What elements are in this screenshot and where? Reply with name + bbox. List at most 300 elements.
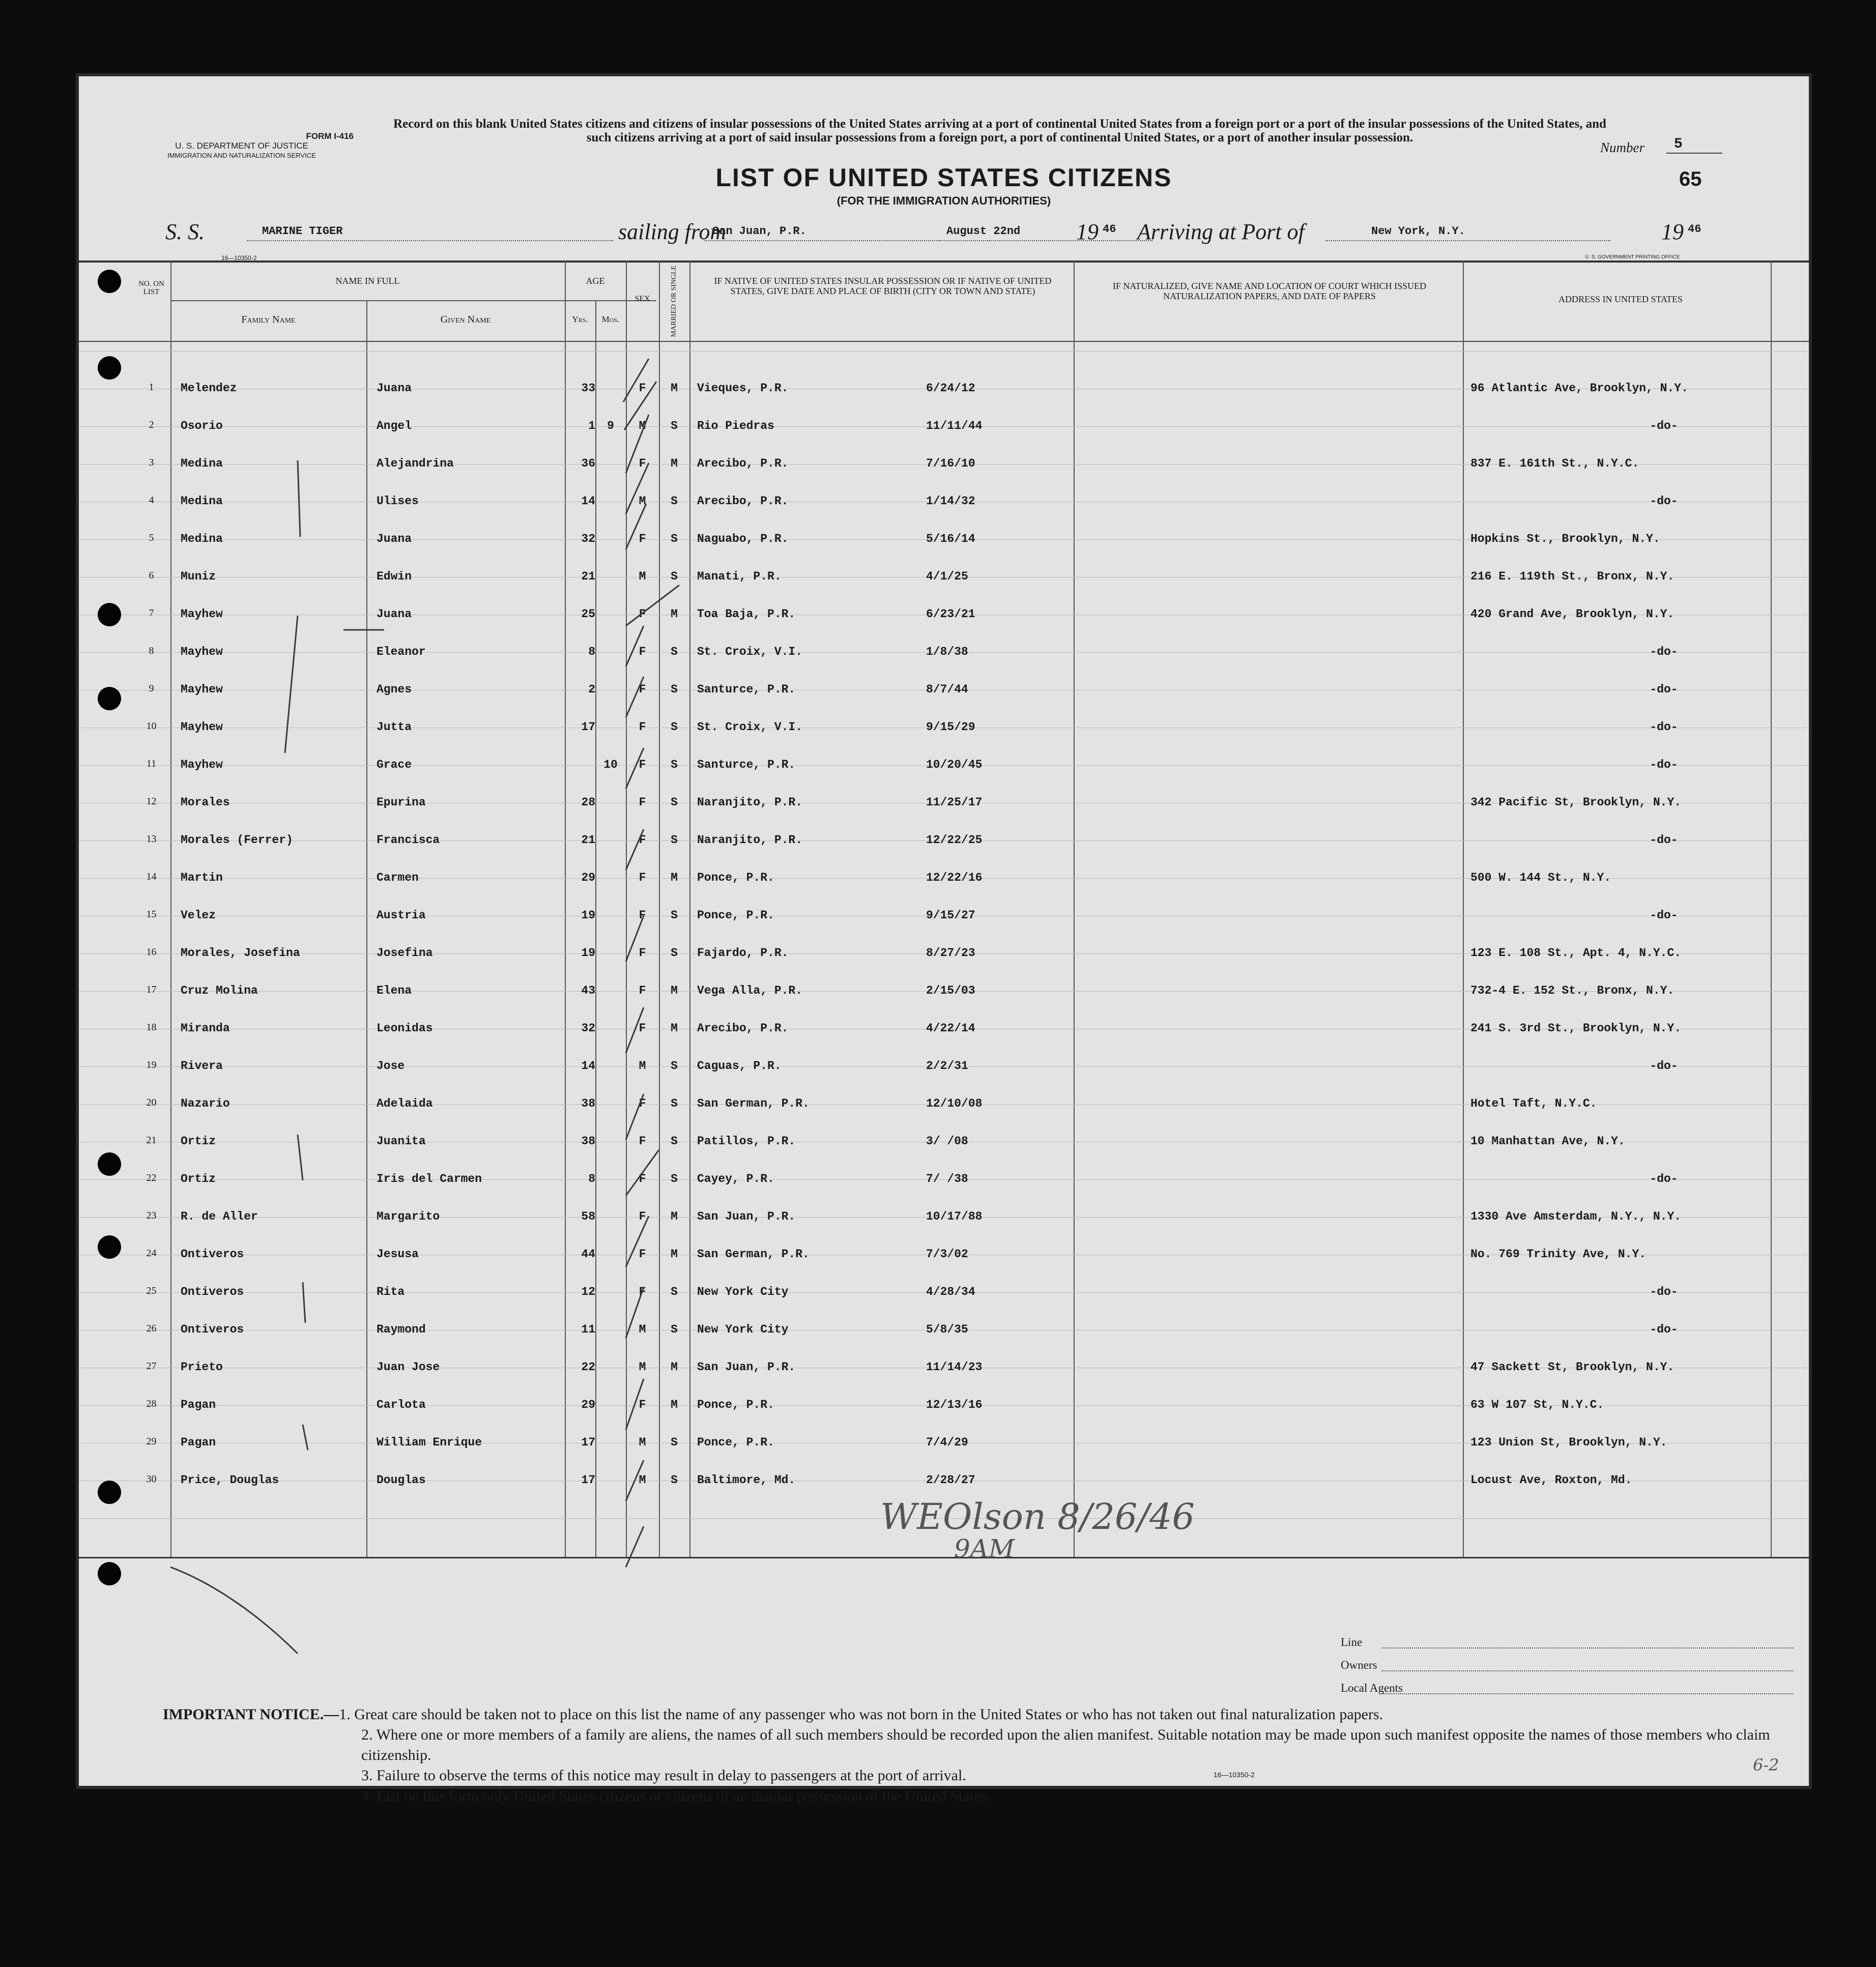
cell-birth-date: 11/14/23 [926, 1361, 983, 1374]
cell-sex: F [639, 871, 646, 884]
cell-family-name: Morales [181, 796, 230, 809]
punch-hole [98, 603, 121, 626]
cell-birth-place: San German, P.R. [697, 1248, 810, 1261]
cell-sex: F [639, 1022, 646, 1035]
owners-field [1381, 1670, 1794, 1671]
cell-birth-date: 8/27/23 [926, 946, 975, 960]
cell-birth-date: 4/1/25 [926, 570, 968, 583]
cell-birth-date: 12/22/16 [926, 871, 983, 884]
cell-family-name: Ontiveros [181, 1248, 244, 1261]
notice-item-1: IMPORTANT NOTICE.—1. Great care should be taken not to place on this list the name of any passenger who was not born in the United States or who has not taken out final naturalization papers. [163, 1706, 1383, 1723]
arriving-label: Arriving at Port of [1137, 219, 1305, 244]
cell-family-name: Pagan [181, 1436, 216, 1449]
cell-no: 3 [149, 457, 154, 468]
cell-given-name: Adelaida [377, 1097, 433, 1110]
cell-no: 5 [149, 532, 154, 543]
cell-sex: F [639, 382, 646, 395]
cell-no: 9 [149, 683, 154, 694]
punch-hole [98, 1562, 121, 1585]
cell-age-years: 38 [581, 1097, 595, 1110]
cell-birth-date: 2/28/27 [926, 1473, 975, 1487]
year-prefix: 19 [1076, 219, 1099, 244]
cell-address: -do- [1650, 1172, 1678, 1185]
cell-birth-place: Ponce, P.R. [697, 1398, 774, 1411]
cell-sex: F [639, 833, 646, 847]
cell-given-name: Jutta [377, 720, 412, 734]
col-address: ADDRESS IN UNITED STATES [1558, 294, 1683, 304]
col-married-single: MARRIED OR SINGLE [670, 265, 678, 337]
cell-family-name: Rivera [181, 1059, 223, 1073]
cell-address: 837 E. 161th St., N.Y.C. [1470, 457, 1639, 470]
cell-marital: M [671, 1398, 678, 1411]
cell-no: 21 [146, 1135, 157, 1146]
cell-birth-date: 11/11/44 [926, 419, 983, 432]
cell-age-years: 17 [581, 1473, 595, 1487]
cell-given-name: Alejandrina [377, 457, 454, 470]
cell-family-name: Melendez [181, 382, 237, 395]
cell-no: 12 [146, 796, 157, 807]
col-family-name: Family Name [241, 314, 296, 325]
line-label: Line [1341, 1636, 1363, 1648]
cell-marital: M [671, 1361, 678, 1374]
cell-marital: S [671, 909, 678, 922]
cell-given-name: Grace [377, 758, 412, 771]
punch-hole [98, 1481, 121, 1504]
cell-birth-date: 7/16/10 [926, 457, 975, 470]
cell-family-name: Osorio [181, 419, 223, 432]
cell-address: -do- [1650, 833, 1678, 847]
page-number: 65 [1679, 168, 1702, 190]
cell-sex: F [639, 946, 646, 960]
number-label: Number [1600, 140, 1644, 155]
cell-birth-place: San Juan, P.R. [697, 1361, 796, 1374]
cell-sex: F [639, 1398, 646, 1411]
cell-no: 23 [146, 1210, 157, 1221]
cell-age-years: 21 [581, 833, 595, 847]
cell-address: 732-4 E. 152 St., Bronx, N.Y. [1470, 984, 1675, 997]
agents-field [1381, 1693, 1794, 1694]
cell-age-years: 17 [581, 1436, 595, 1449]
cell-given-name: Leonidas [377, 1022, 433, 1035]
punch-hole [98, 356, 121, 380]
bottom-form-code: 16—10350-2 [1214, 1771, 1255, 1779]
cell-sex: F [639, 796, 646, 809]
cell-given-name: Juana [377, 382, 412, 395]
cell-address: -do- [1650, 720, 1678, 734]
cell-birth-place: Baltimore, Md. [697, 1473, 796, 1487]
ss-label: S. S. [165, 219, 205, 244]
origin-port: San Juan, P.R. [712, 225, 806, 238]
cell-address: -do- [1650, 683, 1678, 696]
cell-no: 20 [146, 1097, 157, 1108]
cell-birth-date: 6/23/21 [926, 608, 975, 621]
cell-birth-place: San German, P.R. [697, 1097, 810, 1110]
cell-address: Hotel Taft, N.Y.C. [1470, 1097, 1597, 1110]
cell-birth-place: Ponce, P.R. [697, 871, 774, 884]
cell-marital: M [671, 382, 678, 395]
cell-address: 420 Grand Ave, Brooklyn, N.Y. [1470, 608, 1675, 621]
cell-given-name: Agnes [377, 683, 412, 696]
cell-birth-place: Santurce, P.R. [697, 683, 796, 696]
cell-no: 30 [146, 1473, 157, 1485]
cell-sex: M [639, 1323, 646, 1336]
cell-age-years: 2 [588, 683, 595, 696]
cell-address: -do- [1650, 1323, 1678, 1336]
cell-sex: M [639, 1361, 646, 1374]
cell-family-name: Price, Douglas [181, 1473, 279, 1487]
cell-age-years: 32 [581, 532, 595, 545]
agency-line-1: U. S. DEPARTMENT OF JUSTICE [175, 141, 308, 151]
cell-no: 26 [146, 1323, 157, 1334]
cell-given-name: Margarito [377, 1210, 440, 1223]
cell-birth-date: 10/17/88 [926, 1210, 983, 1223]
cell-birth-place: Naranjito, P.R. [697, 833, 803, 847]
cell-birth-date: 3/ /08 [926, 1135, 968, 1148]
cell-birth-place: Naguabo, P.R. [697, 532, 789, 545]
document-title: LIST OF UNITED STATES CITIZENS [715, 163, 1172, 192]
cell-no: 4 [149, 495, 154, 506]
cell-given-name: Carlota [377, 1398, 426, 1411]
cell-family-name: Pagan [181, 1398, 216, 1411]
cell-family-name: Ontiveros [181, 1285, 244, 1298]
cell-birth-place: Arecibo, P.R. [697, 457, 789, 470]
cell-marital: S [671, 532, 678, 545]
arrival-port: New York, N.Y. [1371, 225, 1465, 238]
form-number: FORM I-416 [306, 131, 354, 141]
cell-age-years: 43 [581, 984, 595, 997]
cell-family-name: Medina [181, 532, 223, 545]
cell-birth-date: 9/15/29 [926, 720, 975, 734]
cell-address: 63 W 107 St, N.Y.C. [1470, 1398, 1604, 1411]
cell-no: 17 [146, 984, 157, 995]
col-sex: SEX [634, 295, 650, 303]
cell-sex: M [639, 1436, 646, 1449]
cell-age-months: 9 [607, 419, 614, 432]
col-no: NO. ON LIST [138, 280, 164, 296]
cell-birth-date: 12/13/16 [926, 1398, 983, 1411]
cell-sex: F [639, 1135, 646, 1148]
cell-marital: S [671, 570, 678, 583]
cell-marital: M [671, 1248, 678, 1261]
cell-age-years: 8 [588, 645, 595, 658]
cell-marital: S [671, 796, 678, 809]
cell-marital: M [671, 871, 678, 884]
cell-birth-place: Vieques, P.R. [697, 382, 789, 395]
cell-birth-date: 1/14/32 [926, 495, 975, 508]
cell-address: -do- [1650, 419, 1678, 432]
cell-given-name: Austria [377, 909, 426, 922]
col-naturalized: IF NATURALIZED, GIVE NAME AND LOCATION OF COURT WHICH ISSUED NATURALIZATION PAPERS, AND DATE OF PAPERS [1112, 281, 1427, 301]
cell-given-name: Elena [377, 984, 412, 997]
cell-family-name: Mayhew [181, 720, 223, 734]
cell-address: No. 769 Trinity Ave, N.Y. [1470, 1248, 1647, 1261]
cell-age-years: 25 [581, 608, 595, 621]
cell-no: 28 [146, 1398, 157, 1409]
cell-address: 123 E. 108 St., Apt. 4, N.Y.C. [1470, 946, 1682, 960]
cell-age-years: 28 [581, 796, 595, 809]
cell-age-months: 10 [603, 758, 618, 771]
cell-birth-place: Arecibo, P.R. [697, 1022, 789, 1035]
cell-birth-place: St. Croix, V.I. [697, 645, 803, 658]
cell-given-name: Douglas [377, 1473, 426, 1487]
cell-marital: S [671, 1436, 678, 1449]
cell-given-name: William Enrique [377, 1436, 482, 1449]
cell-marital: S [671, 1473, 678, 1487]
line-field [1381, 1647, 1794, 1648]
cell-family-name: Medina [181, 457, 223, 470]
cell-given-name: Juan Jose [377, 1361, 440, 1374]
cell-birth-date: 7/4/29 [926, 1436, 968, 1449]
cell-family-name: Ortiz [181, 1135, 216, 1148]
cell-no: 25 [146, 1285, 157, 1296]
punch-hole [98, 1152, 121, 1176]
cell-birth-place: New York City [697, 1285, 789, 1298]
cell-family-name: Mayhew [181, 608, 223, 621]
cell-sex: M [639, 570, 646, 583]
cell-family-name: R. de Aller [181, 1210, 258, 1223]
notice-item-4: 4. List on this form only United States citizens or citizens of an insular possession of the United States. [361, 1787, 991, 1804]
cell-age-years: 58 [581, 1210, 595, 1223]
cell-marital: M [671, 984, 678, 997]
cell-given-name: Jesusa [377, 1248, 419, 1261]
cell-address: 216 E. 119th St., Bronx, N.Y. [1470, 570, 1675, 583]
cell-given-name: Rita [377, 1285, 405, 1298]
cell-address: -do- [1650, 758, 1678, 771]
cell-marital: S [671, 833, 678, 847]
cell-sex: F [639, 1210, 646, 1223]
cell-sex: M [639, 1059, 646, 1073]
cell-age-years: 14 [581, 495, 595, 508]
cell-marital: S [671, 419, 678, 432]
cell-birth-place: Santurce, P.R. [697, 758, 796, 771]
cell-birth-date: 7/ /38 [926, 1172, 968, 1185]
cell-birth-date: 4/28/34 [926, 1285, 975, 1298]
cell-marital: S [671, 758, 678, 771]
ship-name: MARINE TIGER [262, 225, 343, 238]
cell-birth-date: 5/16/14 [926, 532, 975, 545]
cell-age-years: 36 [581, 457, 595, 470]
cell-address: 1330 Ave Amsterdam, N.Y., N.Y. [1470, 1210, 1682, 1223]
punch-hole [98, 270, 121, 293]
cell-sex: F [639, 608, 646, 621]
cell-given-name: Ulises [377, 495, 419, 508]
cell-sex: M [639, 1473, 646, 1487]
cell-no: 6 [149, 570, 154, 581]
cell-birth-place: Fajardo, P.R. [697, 946, 789, 960]
col-given-name: Given Name [440, 314, 491, 325]
cell-family-name: Mayhew [181, 683, 223, 696]
cell-family-name: Mayhew [181, 758, 223, 771]
cell-age-years: 19 [581, 946, 595, 960]
agency-line-2: IMMIGRATION AND NATURALIZATION SERVICE [167, 152, 316, 159]
cell-no: 19 [146, 1059, 157, 1071]
important-notice [163, 1704, 1781, 1806]
cell-sex: F [639, 909, 646, 922]
col-age: AGE [586, 276, 605, 286]
cell-age-years: 33 [581, 382, 595, 395]
cell-age-years: 38 [581, 1135, 595, 1148]
cell-sex: F [639, 457, 646, 470]
cell-age-years: 19 [581, 909, 595, 922]
cell-marital: S [671, 946, 678, 960]
document-subtitle: (FOR THE IMMIGRATION AUTHORITIES) [836, 194, 1051, 207]
cell-address: Locust Ave, Roxton, Md. [1470, 1473, 1632, 1487]
number-value: 5 [1674, 136, 1683, 152]
inspector-signature: WEOlson 8/26/46 [880, 1496, 1195, 1538]
cell-birth-place: Cayey, P.R. [697, 1172, 774, 1185]
cell-given-name: Eleanor [377, 645, 426, 658]
owners-label: Owners [1341, 1659, 1377, 1671]
cell-marital: M [671, 457, 678, 470]
cell-no: 14 [146, 871, 157, 882]
cell-address: -do- [1650, 1285, 1678, 1298]
cell-birth-date: 12/10/08 [926, 1097, 983, 1110]
cell-birth-date: 5/8/35 [926, 1323, 968, 1336]
cell-birth-place: San Juan, P.R. [697, 1210, 796, 1223]
sailing-date: August 22nd [946, 225, 1021, 238]
cell-address: 47 Sackett St, Brooklyn, N.Y. [1470, 1361, 1675, 1374]
col-yrs: Yrs. [572, 314, 588, 324]
cell-birth-place: St. Croix, V.I. [697, 720, 803, 734]
cell-address: Hopkins St., Brooklyn, N.Y. [1470, 532, 1660, 545]
cell-age-years: 44 [581, 1248, 595, 1261]
cell-no: 1 [149, 382, 154, 393]
notice-item-3: 3. Failure to observe the terms of this notice may result in delay to passengers at the port of arrival. [361, 1767, 966, 1784]
cell-age-years: 32 [581, 1022, 595, 1035]
cell-age-years: 21 [581, 570, 595, 583]
cell-birth-place: Patillos, P.R. [697, 1135, 796, 1148]
cell-age-years: 29 [581, 1398, 595, 1411]
cell-no: 10 [146, 720, 157, 732]
sailing-label: sailing from [618, 219, 727, 244]
cell-given-name: Edwin [377, 570, 412, 583]
cell-address: 342 Pacific St, Brooklyn, N.Y. [1470, 796, 1682, 809]
cell-sex: F [639, 532, 646, 545]
cell-age-years: 12 [581, 1285, 595, 1298]
cell-sex: F [639, 1097, 646, 1110]
form-code: 16—10350-2 [221, 254, 257, 262]
cell-family-name: Velez [181, 909, 216, 922]
cell-birth-place: Naranjito, P.R. [697, 796, 803, 809]
cell-given-name: Raymond [377, 1323, 426, 1336]
cell-no: 8 [149, 645, 154, 656]
cell-address: -do- [1650, 909, 1678, 922]
cell-birth-date: 8/7/44 [926, 683, 968, 696]
cell-marital: S [671, 645, 678, 658]
cell-age-years: 29 [581, 871, 595, 884]
punch-hole [98, 687, 121, 710]
agents-label: Local Agents [1341, 1682, 1403, 1694]
cell-birth-date: 1/8/38 [926, 645, 968, 658]
cell-marital: M [671, 608, 678, 621]
cell-birth-place: Vega Alla, P.R. [697, 984, 803, 997]
cell-marital: S [671, 495, 678, 508]
cell-birth-place: Caguas, P.R. [697, 1059, 782, 1073]
cell-birth-date: 12/22/25 [926, 833, 983, 847]
cell-given-name: Carmen [377, 871, 419, 884]
cell-age-years: 8 [588, 1172, 595, 1185]
cell-birth-place: Ponce, P.R. [697, 909, 774, 922]
cell-no: 2 [149, 419, 154, 430]
cell-given-name: Juanita [377, 1135, 426, 1148]
cell-marital: M [671, 1022, 678, 1035]
cell-birth-date: 10/20/45 [926, 758, 983, 771]
cell-address: 96 Atlantic Ave, Brooklyn, N.Y. [1470, 382, 1688, 395]
cell-marital: S [671, 1285, 678, 1298]
cell-marital: S [671, 1323, 678, 1336]
cell-no: 29 [146, 1436, 157, 1447]
cell-given-name: Juana [377, 532, 412, 545]
cell-birth-place: Ponce, P.R. [697, 1436, 774, 1449]
cell-given-name: Iris del Carmen [377, 1172, 482, 1185]
cell-given-name: Juana [377, 608, 412, 621]
corner-mark: 6-2 [1753, 1755, 1779, 1775]
cell-sex: F [639, 645, 646, 658]
cell-marital: S [671, 1172, 678, 1185]
inspection-time: 9AM [954, 1534, 1015, 1564]
cell-birth-place: Rio Piedras [697, 419, 774, 432]
cell-no: 13 [146, 833, 157, 845]
intro-text: Record on this blank United States citizens and citizens of insular possessions of the United States arriving at a port of continental United States from a foreign port or a port of the insular possessions of the United States, and such citizens arriving at a port of said insular possessions from a foreign port, a port of continental United States, or a port of another insular possession. [393, 117, 1606, 144]
cell-given-name: Epurina [377, 796, 426, 809]
cell-family-name: Mayhew [181, 645, 223, 658]
col-name-in-full: NAME IN FULL [335, 276, 400, 286]
cell-family-name: Nazario [181, 1097, 230, 1110]
notice-item-2: 2. Where one or more members of a family are aliens, the names of all such members should be recorded upon the alien manifest. Suitable notation may be made upon such manifest opposite the names of those members who claim citizenship. [361, 1726, 1770, 1763]
cell-family-name: Ortiz [181, 1172, 216, 1185]
cell-sex: F [639, 758, 646, 771]
col-birth: IF NATIVE OF UNITED STATES INSULAR POSSESSION OR IF NATIVE OF UNITED STATES, GIVE DATE AND PLACE OF BIRTH (CITY OR TOWN AND STATE) [714, 276, 1052, 296]
cell-address: -do- [1650, 645, 1678, 658]
cell-birth-place: New York City [697, 1323, 789, 1336]
cell-marital: S [671, 683, 678, 696]
cell-birth-date: 11/25/17 [926, 796, 983, 809]
cell-no: 24 [146, 1248, 157, 1259]
cell-birth-date: 7/3/02 [926, 1248, 968, 1261]
cell-marital: S [671, 1097, 678, 1110]
cell-sex: F [639, 1248, 646, 1261]
cell-sex: M [639, 419, 646, 432]
cell-marital: S [671, 720, 678, 734]
cell-address: 241 S. 3rd St., Brooklyn, N.Y. [1470, 1022, 1682, 1035]
cell-birth-date: 6/24/12 [926, 382, 975, 395]
cell-age-years: 1 [588, 419, 595, 432]
cell-age-years: 14 [581, 1059, 595, 1073]
arrival-year-suffix: 46 [1688, 223, 1701, 236]
cell-address: -do- [1650, 1059, 1678, 1073]
cell-given-name: Josefina [377, 946, 433, 960]
cell-marital: S [671, 1059, 678, 1073]
cell-age-years: 11 [581, 1323, 595, 1336]
cell-birth-date: 2/2/31 [926, 1059, 968, 1073]
cell-address: 123 Union St, Brooklyn, N.Y. [1470, 1436, 1667, 1449]
cell-family-name: Medina [181, 495, 223, 508]
cell-family-name: Ontiveros [181, 1323, 244, 1336]
cell-family-name: Miranda [181, 1022, 230, 1035]
manifest-sheet [79, 76, 1809, 1804]
cell-no: 27 [146, 1361, 157, 1372]
cell-sex: F [639, 683, 646, 696]
cell-family-name: Prieto [181, 1361, 223, 1374]
cell-birth-date: 9/15/27 [926, 909, 975, 922]
cell-address: 10 Manhattan Ave, N.Y. [1470, 1135, 1625, 1148]
cell-no: 16 [146, 946, 157, 958]
col-mos: Mos. [601, 314, 620, 324]
cell-birth-date: 4/22/14 [926, 1022, 975, 1035]
cell-family-name: Martin [181, 871, 223, 884]
cell-given-name: Jose [377, 1059, 405, 1073]
cell-no: 7 [149, 608, 154, 619]
